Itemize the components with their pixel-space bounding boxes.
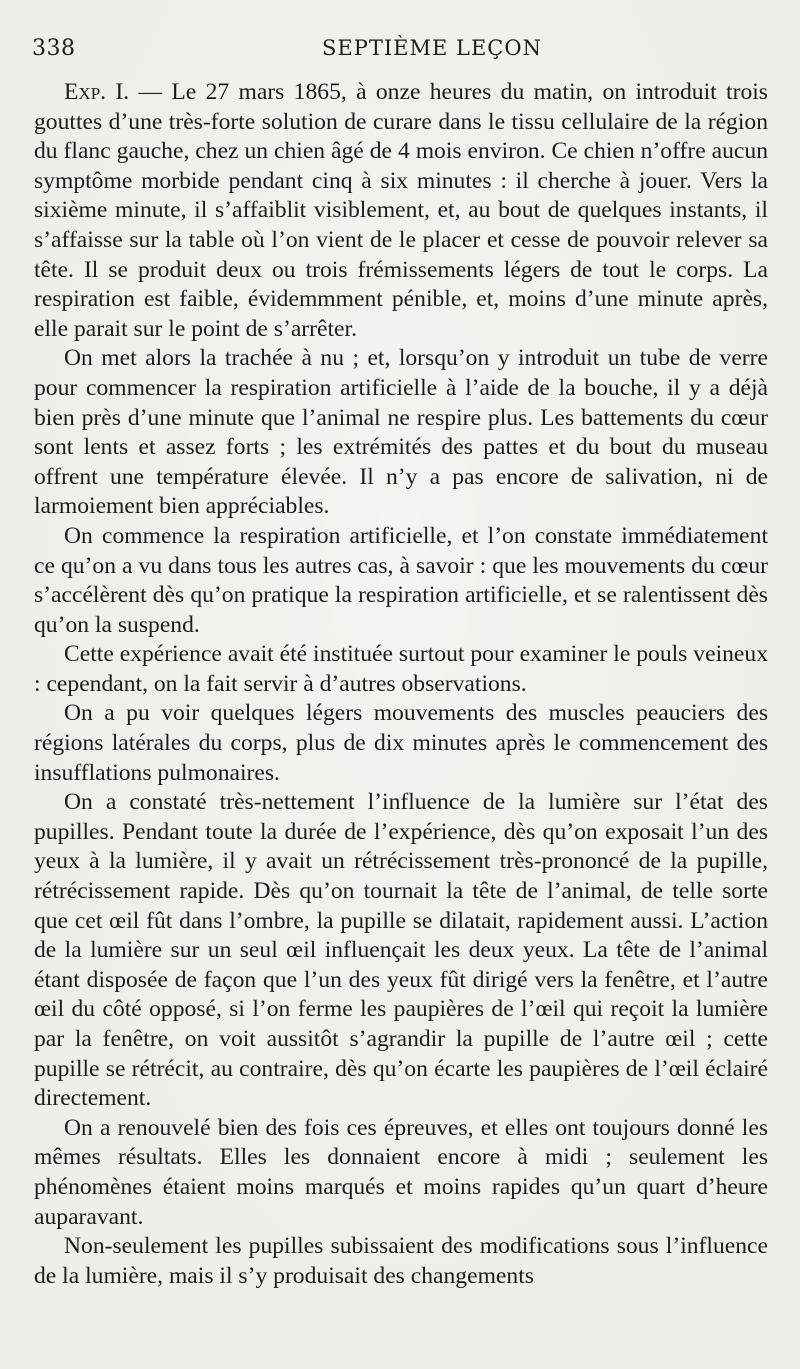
paragraph: On met alors la trachée à nu ; et, lorsqu’on y introduit un tube de verre pour commencer la respiration artificielle à l’aide de la bouche, il y a déjà bien près d’une minute que l’animal ne respire plus. Les battements du cœur sont lents et assez forts ; les extrémités des pattes et du bout du museau offrent une température élevée. Il n’y a pas encore de salivation, ni de larmoiement bien appréciables. xyxy=(34,345,768,520)
paragraph: On a renouvelé bien des fois ces épreuves, et elles ont toujours donné les mêmes résultats. Elles les donnaient encore à midi ; seulement les phénomènes étaient moins marqués et moins rapides qu’un quart d’heure auparavant. xyxy=(34,1114,768,1230)
paragraph: Cette expérience avait été instituée surtout pour examiner le pouls veineux : cependant, on la fait servir à d’autres observations. xyxy=(34,641,768,697)
paragraph: On commence la respiration artificielle, et l’on constate immédiatement ce qu’on a vu dans tous les autres cas, à savoir : que les mouvements du cœur s’accélèrent dès qu’on pratique la respiration artificielle, et se ralentissent dès qu’on la suspend. xyxy=(34,522,768,638)
page-number: 338 xyxy=(32,36,76,61)
paragraph: On a pu voir quelques légers mouvements des muscles peauciers des régions latérales du corps, plus de dix minutes après le commencement des insufflations pulmonaires. xyxy=(34,700,768,786)
paragraph: Non-seulement les pupilles subissaient des modifications sous l’influence de la lumière, mais il s’y produisait des changements xyxy=(34,1233,768,1289)
experiment-label: Exp. I. xyxy=(64,79,130,105)
running-head: SEPTIÈME LEÇON xyxy=(322,36,542,60)
page-header xyxy=(32,36,772,70)
paragraph xyxy=(34,78,768,344)
body-text xyxy=(34,78,768,1291)
paragraph-text: — Le 27 mars 1865, à onze heures du matin, on introduit trois gouttes d’une très-forte solution de curare dans le tissu cellulaire de la région du flanc gauche, chez un chien âgé de 4 mois environ. Ce chien n’offre aucun symptôme morbide pendant cinq à six minutes : il cherche à jouer. Vers la sixième minute, il s’affaiblit visiblement, et, au bout de quelques instants, il s’affaisse sur la table où l’on vient de le placer et cesse de pouvoir relever sa tête. Il se produit deux ou trois frémissements légers de tout le corps. La respiration est faible, évidemmment pénible, et, moins d’une minute après, elle parait sur le point de s’arrêter. xyxy=(34,79,768,342)
paragraph: On a constaté très-nettement l’influence de la lumière sur l’état des pupilles. Pendant toute la durée de l’expérience, dès qu’on exposait l’un des yeux à la lumière, il y avait un rétrécissement très-prononcé de la pupille, rétrécissement rapide. Dès qu’on tournait la tête de l’animal, de telle sorte que cet œil fût dans l’ombre, la pupille se dilatait, rapidement aussi. L’action de la lumière sur un seul œil influençait les deux yeux. La tête de l’animal étant disposée de façon que l’un des yeux fût dirigé vers la fenêtre, et l’autre œil du côté opposé, si l’on ferme les paupières de l’œil qui reçoit la lumière par la fenêtre, on voit aussitôt s’agrandir la pupille de l’autre œil ; cette pupille se rétrécit, au contraire, dès qu’on écarte les paupières de l’œil éclairé directement. xyxy=(34,789,768,1112)
